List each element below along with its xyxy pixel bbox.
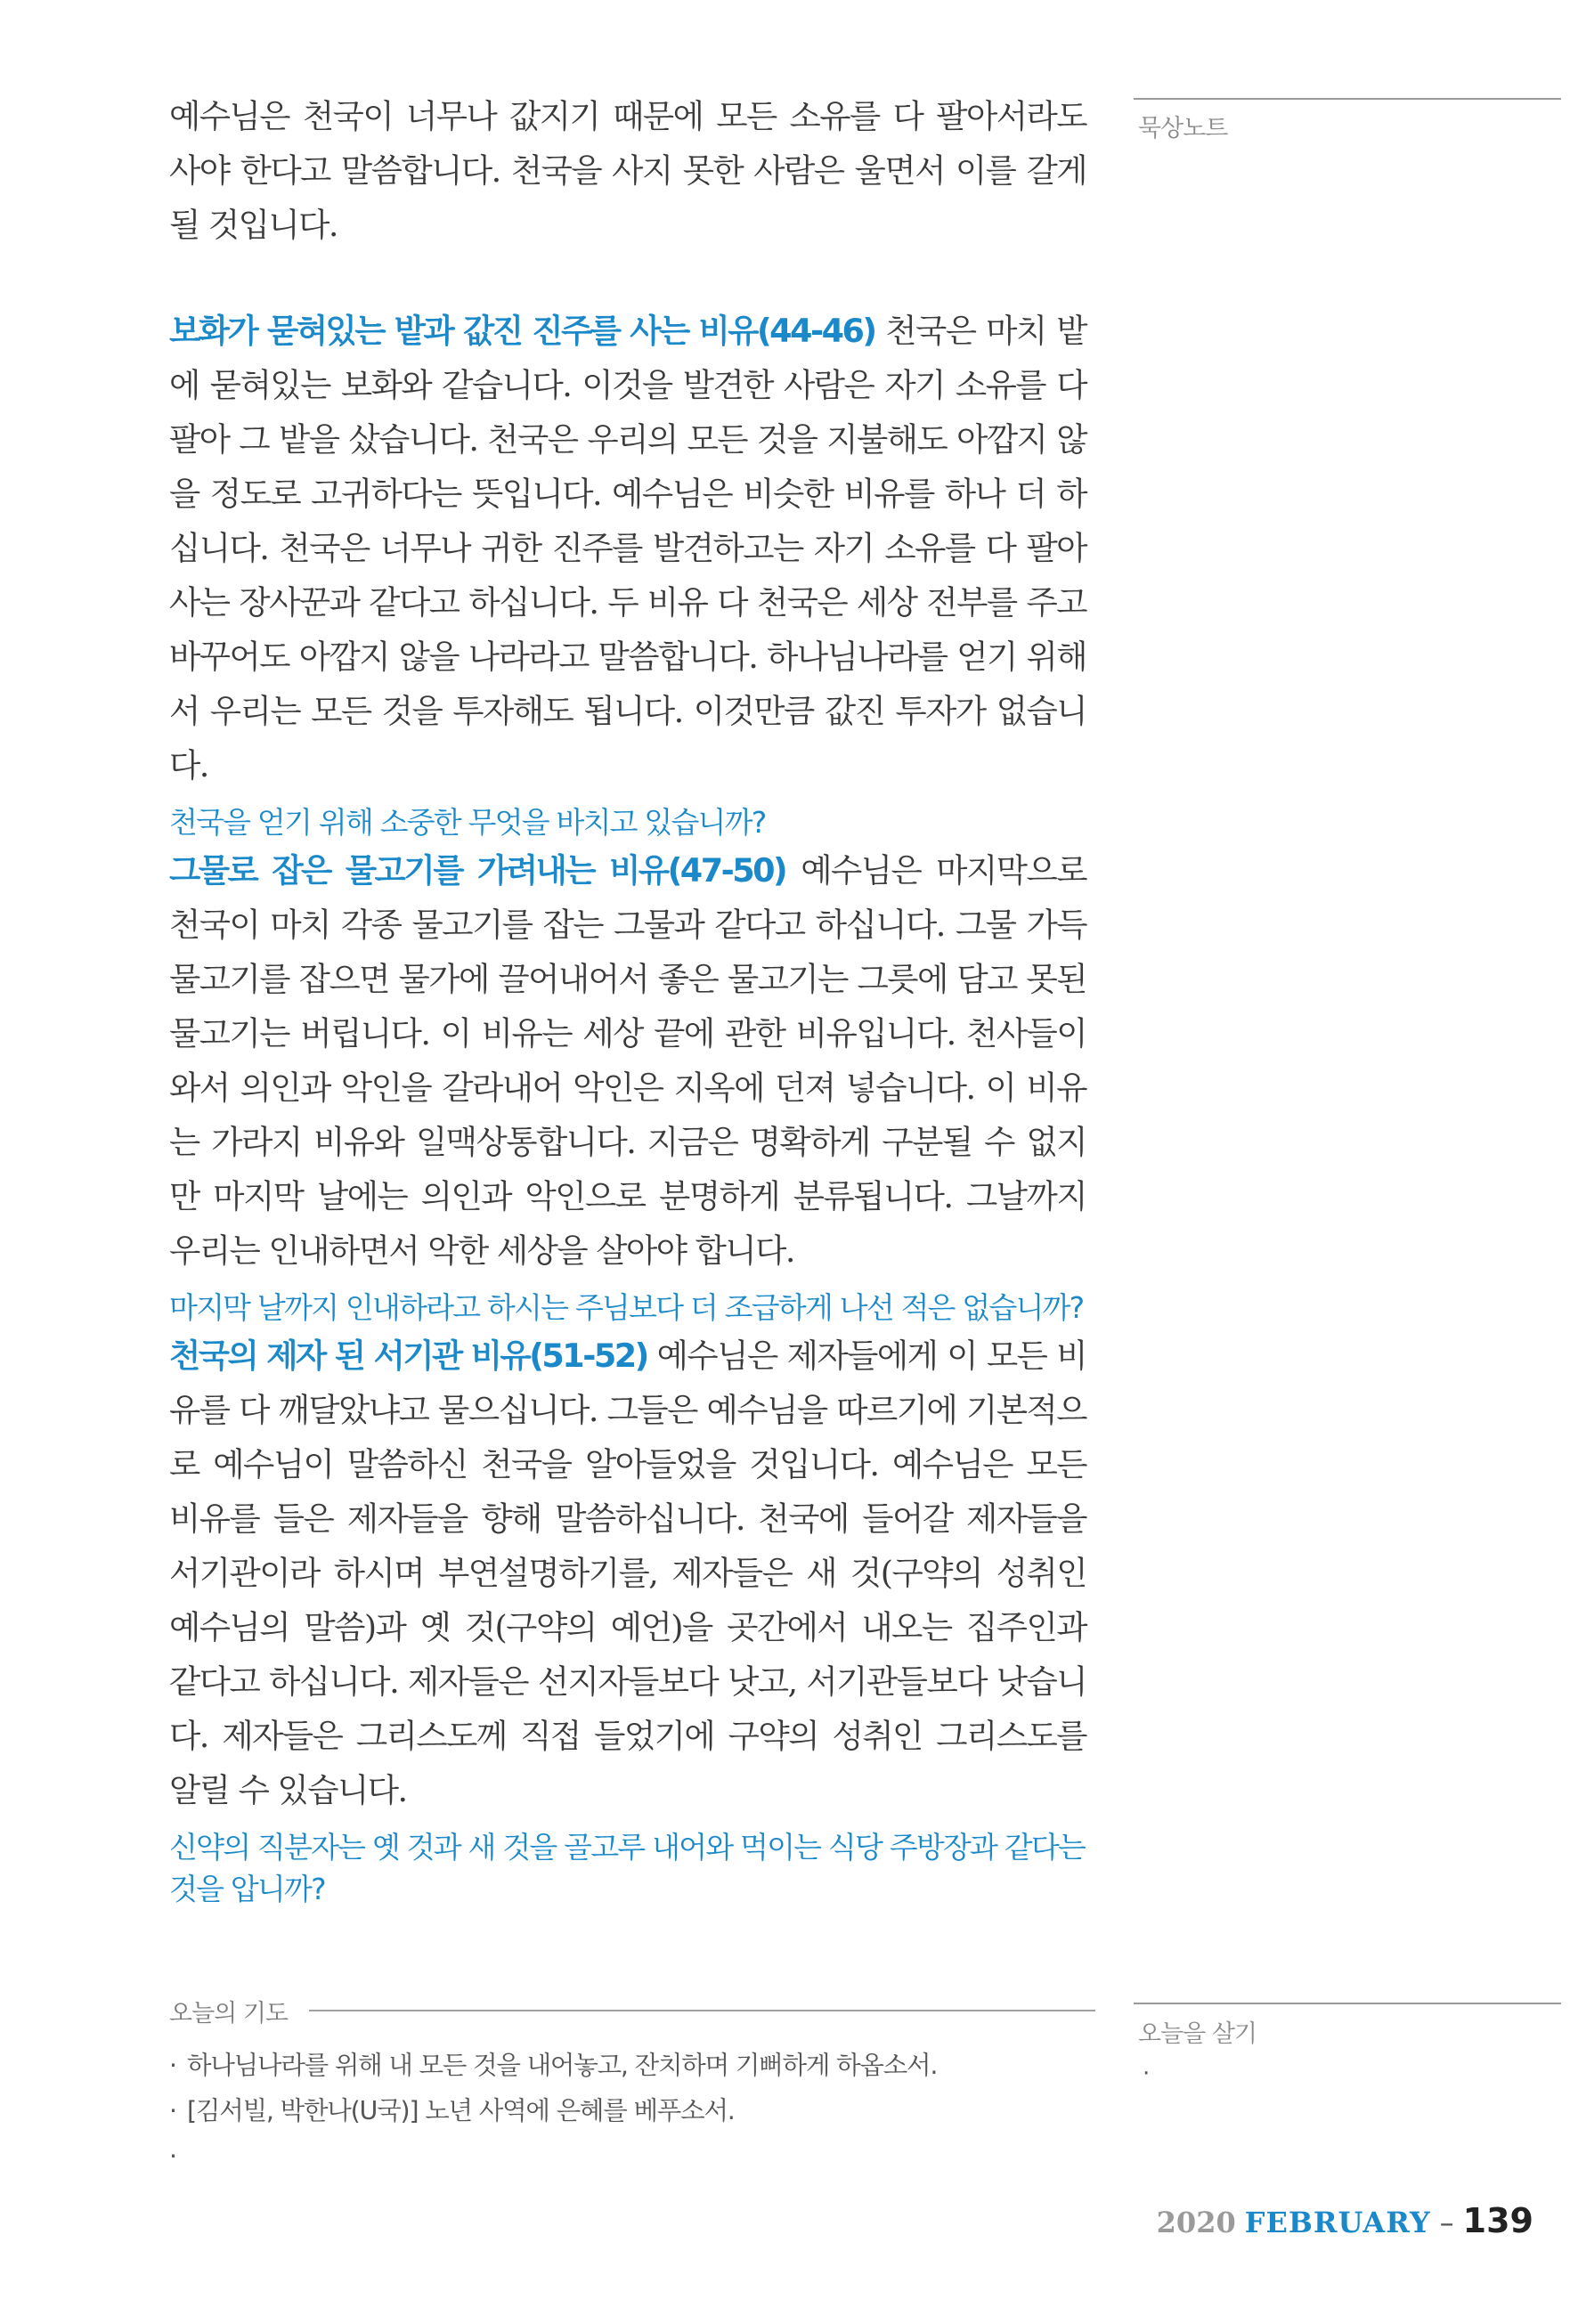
section-scribe: [169, 1329, 1086, 1910]
apply-divider: [1134, 2003, 1561, 2004]
prayer-divider: [309, 2010, 1095, 2011]
note-label: 묵상노트: [1138, 115, 1228, 142]
footer-year: 2020: [1156, 2206, 1236, 2239]
section-treasure-pearl: [169, 304, 1086, 843]
reflection-question: 신약의 직분자는 옛 것과 새 것을 골고루 내어와 먹이는 식당 주방장과 같다는 것을 압니까?: [169, 1830, 1086, 1906]
page-number: 139: [1462, 2201, 1533, 2240]
section-heading: 보화가 묻혀있는 밭과 값진 진주를 사는 비유(44-46): [169, 312, 875, 350]
section-heading: 그물로 잡은 물고기를 가려내는 비유(47-50): [169, 851, 786, 890]
section-body: 천국은 마치 밭에 묻혀있는 보화와 같습니다. 이것을 발견한 사람은 자기 소유를 다 팔아 그 밭을 샀습니다. 천국은 우리의 모든 것을 지불해도 아깝지 않을 정도로 고귀하다는 뜻입니다. 예수님은 비슷한 비유를 하나 더 하십니다. 천국은 너무나 귀한 진주를 발견하고는 자기 소유를 다 팔아 사는 장사꾼과 같다고 하십니다. 두 비유 다 천국은 세상 전부를 주고 바꾸어도 아깝지 않을 나라라고 말씀합니다. 하나님나라를 얻기 위해서 우리는 모든 것을 투자해도 됩니다. 이것만큼 값진 투자가 없습니다.: [169, 312, 1086, 784]
apply-bullet: ·: [1143, 2060, 1151, 2087]
prayer-item-text: 하나님나라를 위해 내 모든 것을 내어놓고, 잔치하며 기뻐하게 하옵소서.: [187, 2051, 938, 2080]
page-footer: [1124, 2201, 1533, 2246]
main-text-column: [169, 89, 1086, 1910]
section-paragraph: [169, 843, 1086, 1278]
footer-dash: –: [1439, 2206, 1454, 2239]
section-paragraph: [169, 304, 1086, 792]
reflection-question: 마지막 날까지 인내하라고 하시는 주님보다 더 조급하게 나선 적은 없습니까?: [169, 1290, 1084, 1325]
section-body: 예수님은 마지막으로 천국이 마치 각종 물고기를 잡는 그물과 같다고 하십니다. 그물 가득 물고기를 잡으면 물가에 끌어내어서 좋은 물고기는 그릇에 담고 못된 물고기는 버립니다. 이 비유는 세상 끝에 관한 비유입니다. 천사들이 와서 의인과 악인을 갈라내어 악인은 지옥에 던져 넣습니다. 이 비유는 가라지 비유와 일맥상통합니다. 지금은 명확하게 구분될 수 없지만 마지막 날에는 의인과 악인으로 분명하게 분류됩니다. 그날까지 우리는 인내하면서 악한 세상을 살아야 합니다.: [169, 851, 1086, 1270]
prayer-section: [169, 1993, 1095, 2179]
section-body: 예수님은 제자들에게 이 모든 비유를 다 깨달았냐고 물으십니다. 그들은 예수님을 따르기에 기본적으로 예수님이 말씀하신 천국을 알아들었을 것입니다. 예수님은 모든 비유를 들은 제자들을 향해 말씀하십니다. 천국에 들어갈 제자들을 서기관이라 하시며 부연설명하기를, 제자들은 새 것(구약의 성취인 예수님의 말씀)과 옛 것(구약의 예언)을 곳간에서 내오는 집주인과 같다고 하십니다. 제자들은 선지자들보다 낫고, 서기관들보다 낫습니다. 제자들은 그리스도께 직접 들었기에 구약의 성취인 그리스도를 알릴 수 있습니다.: [169, 1337, 1086, 1809]
bullet: ·: [169, 2096, 176, 2125]
prayer-item: [169, 2088, 1095, 2133]
section-paragraph: [169, 1329, 1086, 1817]
prayer-item-text: [김서빌, 박한나(U국)] 노년 사역에 은혜를 베푸소서.: [187, 2096, 735, 2125]
bullet: ·: [169, 2051, 176, 2080]
prayer-header: [169, 1993, 1095, 2028]
prayer-title: 오늘의 기도: [169, 1999, 288, 2027]
prayer-list: [169, 2043, 1095, 2179]
section-fishing-net: [169, 843, 1086, 1329]
reflection-question: 천국을 얻기 위해 소중한 무엇을 바치고 있습니까?: [169, 805, 766, 840]
apply-label: 오늘을 살기: [1138, 2020, 1257, 2048]
bullet: ·: [169, 2141, 176, 2171]
section-heading: 천국의 제자 된 서기관 비유(51-52): [169, 1337, 647, 1375]
intro-paragraph: 예수님은 천국이 너무나 값지기 때문에 모든 소유를 다 팔아서라도 사야 한다고 말씀합니다. 천국을 사지 못한 사람은 울면서 이를 갈게 될 것입니다.: [169, 97, 1086, 244]
footer-month: FEBRUARY: [1244, 2206, 1431, 2239]
note-divider: [1134, 98, 1561, 100]
prayer-item: [169, 2133, 1095, 2179]
prayer-item: [169, 2043, 1095, 2088]
